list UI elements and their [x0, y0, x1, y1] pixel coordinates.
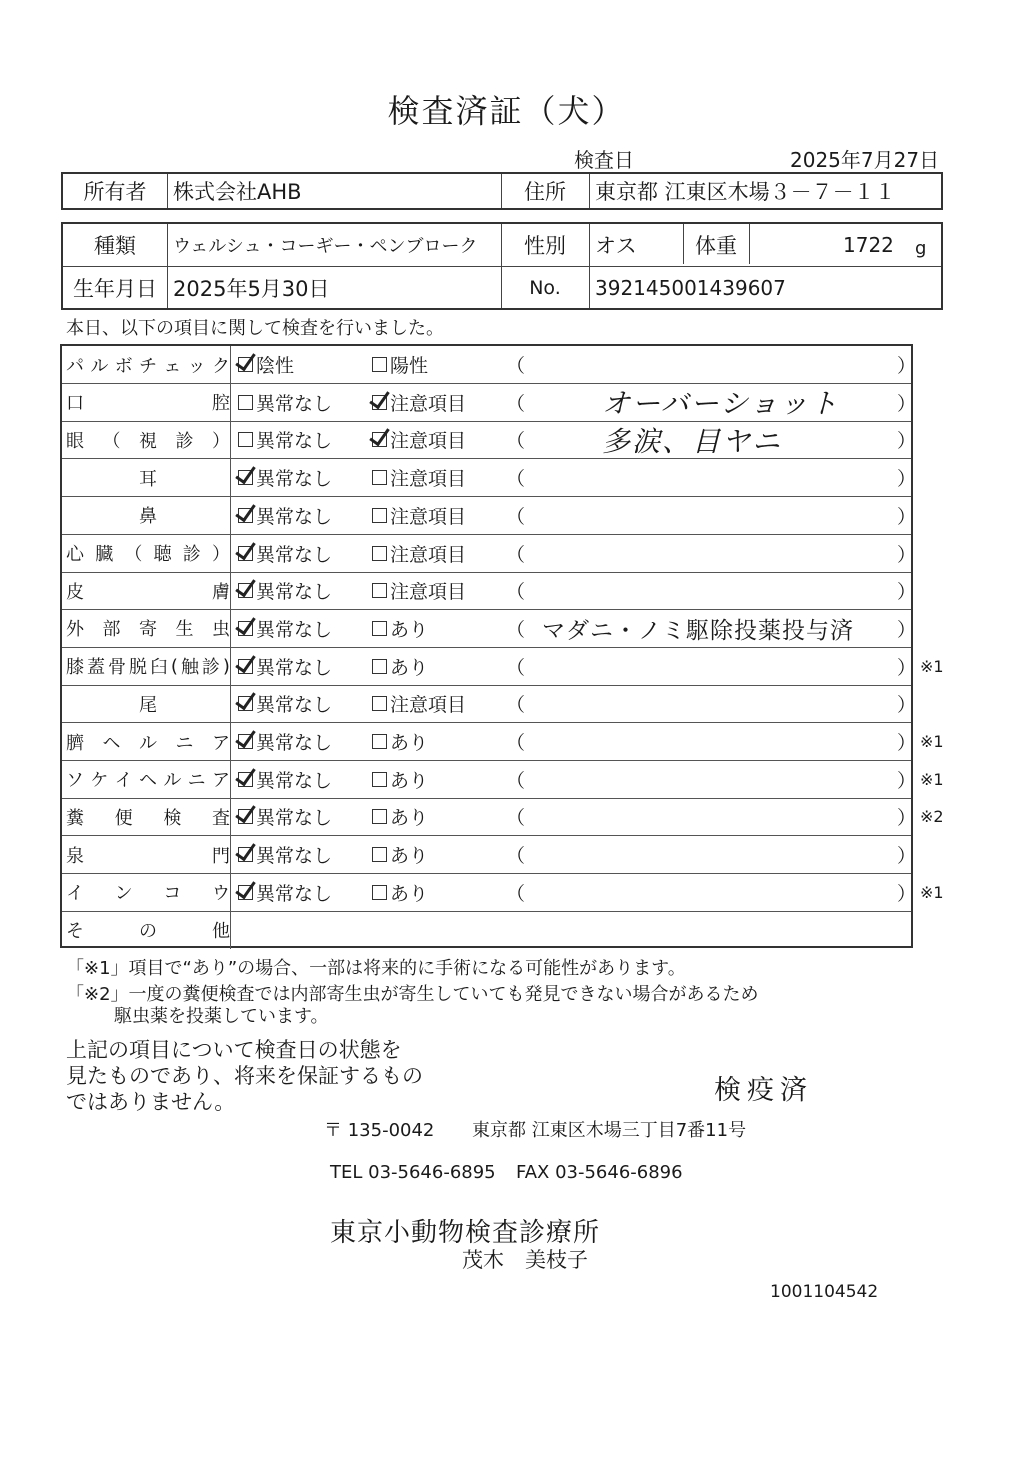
checklist-row [62, 912, 911, 949]
paren-open: （ [506, 694, 526, 717]
item-label: 膝 蓋 骨 脱 臼 ( 触 診 ) [66, 655, 230, 679]
paren-close: ） [897, 732, 917, 754]
item-remark: オーバーショット [602, 387, 840, 421]
footnote-mark: ※1 [920, 732, 944, 751]
checkbox[interactable] [372, 659, 387, 674]
option-abnormal: 注意項目 [372, 535, 466, 572]
paren-close: ） [897, 468, 917, 491]
paren-close: ） [897, 618, 917, 641]
option-abnormal: 注意項目 [372, 384, 466, 421]
checklist-row [62, 648, 944, 686]
option-normal: 陰性 [238, 346, 294, 383]
no-label: No. [529, 277, 561, 299]
item-label: 糞 便 検 査 [66, 807, 230, 829]
clinic-name: 東京小動物検査診療所 [330, 1218, 601, 1248]
paren-close: ） [897, 543, 917, 566]
intro-text: 本日、以下の項目に関して検査を行いました。 [66, 318, 444, 339]
disclaimer-line-2: 見たものであり、将来を保証するもの [66, 1064, 423, 1088]
owner-value: 株式会社AHB [173, 180, 302, 204]
option-abnormal: あり [372, 761, 428, 798]
checklist-row [62, 421, 917, 459]
paren-close: ） [897, 505, 917, 528]
paren-close: ） [897, 581, 917, 604]
option-abnormal: あり [372, 874, 428, 911]
checkbox[interactable] [238, 847, 253, 862]
item-label: 心 臓 （ 聴 診 ） [66, 544, 230, 565]
item-label: ソ ケ イ ヘ ル ニ ア [66, 770, 230, 792]
checkbox[interactable] [372, 809, 387, 824]
option-abnormal: 注意項目 [372, 459, 466, 496]
paren-close: ） [897, 355, 917, 377]
address-label: 住所 [524, 180, 566, 204]
checkbox[interactable] [238, 772, 253, 787]
no-value: 392145001439607 [595, 276, 786, 300]
checklist-row [62, 572, 917, 610]
pet-info-box [61, 222, 943, 310]
quarantine-stamp: 検疫済 [714, 1075, 813, 1106]
checkbox[interactable] [372, 621, 387, 636]
note-2: 「※2」一度の糞便検査では内部寄生虫が寄生していても発見できない場合があるため [66, 984, 759, 1005]
checklist-row [62, 836, 917, 874]
item-label: 外 部 寄 生 虫 [66, 619, 230, 641]
paren-open: （ [506, 656, 526, 679]
paren-close: ） [897, 807, 917, 830]
footnote-mark: ※1 [920, 882, 944, 902]
paren-close: ） [897, 392, 917, 415]
item-label: 耳 [139, 468, 157, 490]
option-normal: 異常なし [238, 648, 332, 685]
checkbox[interactable] [238, 583, 253, 598]
footnote-mark: ※1 [920, 656, 944, 676]
checkbox[interactable] [238, 432, 253, 447]
birth-value: 2025年5月30日 [173, 277, 330, 301]
option-abnormal: あり [372, 723, 428, 760]
checkbox[interactable] [372, 357, 387, 372]
option-normal: 異常なし [238, 874, 332, 911]
clinic-address: 東京都 江東区木場三丁目7番11号 [472, 1120, 747, 1141]
item-label: 眼 （ 視 診 ） [66, 430, 230, 452]
note-2-continued: 駆虫薬を投薬しています。 [114, 1006, 329, 1027]
checkbox[interactable] [238, 734, 253, 749]
owner-label: 所有者 [83, 180, 147, 204]
paren-open: （ [506, 732, 526, 754]
item-label: 尾 [139, 694, 157, 716]
sex-label: 性別 [524, 234, 566, 258]
checkbox[interactable] [372, 696, 387, 711]
paren-close: ） [897, 694, 917, 717]
checklist-row [62, 497, 917, 535]
option-abnormal: 注意項目 [372, 497, 466, 534]
checkbox[interactable] [238, 357, 253, 372]
checkbox[interactable] [372, 847, 387, 862]
checkbox[interactable] [372, 772, 387, 787]
paren-close: ） [897, 769, 917, 792]
checkbox[interactable] [372, 885, 387, 900]
paren-open: （ [506, 882, 526, 905]
serial-number: 1001104542 [770, 1282, 879, 1302]
checkbox[interactable] [372, 470, 387, 485]
option-normal: 異常なし [238, 685, 332, 722]
checkbox[interactable] [238, 395, 253, 410]
item-label: 鼻 [139, 506, 157, 528]
checklist-table [60, 344, 944, 948]
item-label: 皮 膚 [66, 581, 230, 603]
paren-open: （ [506, 769, 526, 792]
option-abnormal: 注意項目 [372, 421, 466, 458]
checklist-row [62, 761, 944, 799]
owner-box [61, 172, 943, 210]
disclaimer-line-1: 上記の項目について検査日の状態を [66, 1038, 402, 1062]
footnote-mark: ※1 [920, 769, 944, 789]
paren-close: ） [897, 656, 917, 679]
paren-open: （ [506, 355, 526, 377]
checkbox[interactable] [372, 546, 387, 561]
item-label: イ ン コ ウ [66, 883, 230, 905]
weight-label: 体重 [695, 234, 737, 258]
checklist-row [62, 685, 917, 723]
option-normal: 異常なし [238, 610, 332, 647]
paren-open: （ [506, 581, 526, 604]
checkbox[interactable] [238, 696, 253, 711]
item-label: 泉 門 [66, 845, 230, 867]
note-1: 「※1」項目で“あり”の場合、一部は将来的に手術になる可能性があります。 [66, 958, 686, 979]
exam-date-value: 2025年7月27日 [790, 148, 940, 172]
option-normal: 異常なし [238, 761, 332, 798]
breed-label: 種類 [94, 234, 136, 258]
item-remark: 多涙、目ヤニ [602, 424, 783, 458]
item-label: 口 腔 [66, 393, 230, 415]
checklist-row [62, 535, 917, 573]
exam-date-label: 検査日 [574, 148, 634, 172]
paren-open: （ [506, 505, 526, 528]
clinic-tel: TEL 03-5646-6895 [330, 1162, 496, 1183]
checkbox[interactable] [238, 885, 253, 900]
clinic-fax: FAX 03-5646-6896 [516, 1162, 683, 1183]
address-value: 東京都 江東区木場３－７－１１ [595, 180, 896, 204]
weight-value: 1722 [843, 233, 894, 257]
paren-close: ） [897, 882, 917, 905]
postal-code: 〒 135-0042 [324, 1120, 435, 1141]
checklist-row [62, 723, 944, 761]
doctor-name: 茂木 美枝子 [462, 1248, 588, 1272]
item-label: パ ル ボ チ ェ ッ ク [66, 355, 230, 377]
footnote-mark: ※2 [920, 807, 944, 827]
weight-unit: g [915, 237, 927, 259]
item-remark: マダニ・ノミ駆除投薬投与済 [542, 617, 854, 644]
checkbox[interactable] [372, 432, 387, 447]
option-normal: 異常なし [238, 836, 332, 873]
paren-close: ） [897, 845, 917, 868]
checkbox[interactable] [238, 659, 253, 674]
paren-open: （ [506, 845, 526, 868]
paren-open: （ [506, 807, 526, 830]
paren-open: （ [506, 543, 526, 566]
paren-open: （ [506, 430, 526, 453]
option-abnormal: あり [372, 648, 428, 685]
option-abnormal: 注意項目 [372, 572, 466, 609]
sex-value: オス [595, 234, 637, 258]
checklist-row [62, 384, 917, 422]
checkbox[interactable] [238, 546, 253, 561]
disclaimer-line-3: ではありません。 [66, 1090, 236, 1114]
checklist-row [62, 346, 917, 384]
option-normal: 異常なし [238, 535, 332, 572]
option-abnormal: 注意項目 [372, 685, 466, 722]
option-normal: 異常なし [238, 459, 332, 496]
option-normal: 異常なし [238, 798, 332, 835]
paren-open: （ [506, 392, 526, 415]
document-title: 検査済証（犬） [387, 92, 626, 130]
option-normal: 異常なし [238, 421, 332, 458]
checkbox[interactable] [238, 508, 253, 523]
checkbox[interactable] [372, 508, 387, 523]
paren-open: （ [506, 468, 526, 491]
option-normal: 異常なし [238, 723, 332, 760]
checkbox[interactable] [238, 809, 253, 824]
checkbox[interactable] [372, 395, 387, 410]
option-abnormal: あり [372, 798, 428, 835]
paren-open: （ [506, 618, 526, 641]
checkbox[interactable] [238, 621, 253, 636]
option-normal: 異常なし [238, 384, 332, 421]
item-label: 臍 ヘ ル ニ ア [66, 732, 230, 754]
paren-close: ） [897, 430, 917, 453]
birth-label: 生年月日 [73, 277, 157, 301]
item-label: そ の 他 [66, 921, 230, 942]
checkbox[interactable] [372, 583, 387, 598]
option-abnormal: 陽性 [372, 346, 428, 383]
checkbox[interactable] [238, 470, 253, 485]
option-abnormal: あり [372, 836, 428, 873]
checklist-row [62, 874, 944, 912]
breed-value: ウェルシュ・コーギー・ペンブローク [173, 236, 478, 257]
option-normal: 異常なし [238, 572, 332, 609]
checklist-row [62, 459, 917, 497]
checklist-row [62, 610, 917, 648]
option-normal: 異常なし [238, 497, 332, 534]
option-abnormal: あり [372, 610, 428, 647]
checkbox[interactable] [372, 734, 387, 749]
checklist-row [62, 798, 944, 836]
